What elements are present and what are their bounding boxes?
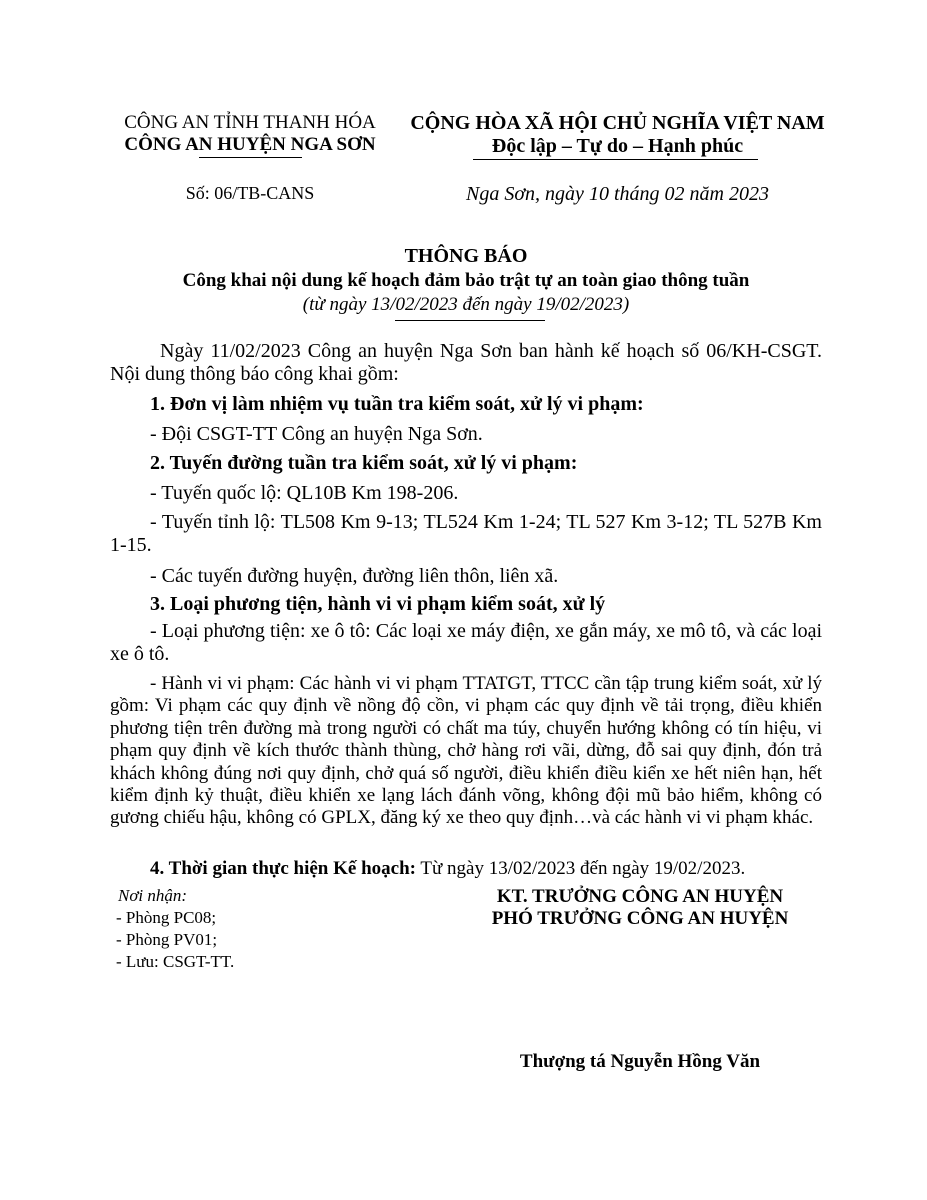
- section-1-item: - Đội CSGT-TT Công an huyện Nga Sơn.: [150, 423, 483, 445]
- agency-underline: [199, 157, 302, 158]
- recipient-item: - Phòng PV01;: [116, 930, 218, 949]
- section-1-heading: 1. Đơn vị làm nhiệm vụ tuần tra kiểm soát, xử lý vi phạm:: [150, 393, 644, 415]
- signer-name: Thượng tá Nguyễn Hồng Văn: [519, 1051, 761, 1072]
- nation-name: CỘNG HÒA XÃ HỘI CHỦ NGHĨA VIỆT NAM: [410, 112, 825, 134]
- section-2-item-provincial: - Tuyến tỉnh lộ: TL508 Km 9-13; TL524 Km 1-24; TL 527 Km 3-12; TL 527B Km 1-15.: [110, 511, 822, 556]
- section-2-item-local: - Các tuyến đường huyện, đường liên thôn, liên xã.: [150, 565, 559, 587]
- motto: Độc lập – Tự do – Hạnh phúc: [491, 135, 744, 157]
- section-3-vehicles: - Loại phương tiện: xe ô tô: Các loại xe máy điện, xe gắn máy, xe mô tô, và các loại xe ô tô.: [110, 620, 822, 665]
- title-underline: [395, 320, 545, 321]
- signature-title-1: KT. TRƯỞNG CÔNG AN HUYỆN: [496, 886, 784, 907]
- document-title: THÔNG BÁO: [404, 245, 528, 267]
- place-date: Nga Sơn, ngày 10 tháng 02 năm 2023: [466, 183, 769, 205]
- agency-parent: CÔNG AN TỈNH THANH HÓA: [124, 112, 376, 133]
- section-4: [150, 858, 745, 880]
- motto-underline: [473, 159, 758, 160]
- recipient-item: - Lưu: CSGT-TT.: [116, 952, 235, 971]
- agency-name: CÔNG AN HUYỆN NGA SƠN: [124, 134, 376, 155]
- section-2-heading: 2. Tuyến đường tuần tra kiểm soát, xử lý vi phạm:: [150, 452, 578, 474]
- section-3-violations: - Hành vi vi phạm: Các hành vi vi phạm TTATGT, TTCC cần tập trung kiểm soát, xử lý gồm: Vi phạm các quy định về nồng độ cồn, vi phạm các quy định về tải trọng, điều khiển phương tiện trên đường mà trong người có chất ma túy, chuyển hướng không có tín hiệu, vi phạm quy định về kích thước thành thùng, chở hàng rơi vãi, dừng, đỗ sai quy định, đón trả khách không đúng nơi quy định, chở quá số người, điều khiển điều kiển xe hết niên hạn, hết kiểm định kỷ thuật, điều khiển xe lạng lách đánh võng, không đội mũ bảo hiểm, không có gương chiếu hậu, không có GPLX, đăng ký xe theo quy định…và các hành vi vi phạm khác.: [110, 673, 822, 829]
- section-2-item-national: - Tuyến quốc lộ: QL10B Km 198-206.: [150, 482, 459, 504]
- document-number: Số: 06/TB-CANS: [185, 183, 315, 203]
- recipient-item: - Phòng PC08;: [116, 908, 217, 927]
- signature-title-2: PHÓ TRƯỞNG CÔNG AN HUYỆN: [491, 908, 789, 929]
- intro-paragraph: Ngày 11/02/2023 Công an huyện Nga Sơn ban hành kế hoạch số 06/KH-CSGT. Nội dung thông báo công khai gồm:: [110, 340, 822, 385]
- section-4-text: Từ ngày 13/02/2023 đến ngày 19/02/2023.: [415, 858, 746, 879]
- recipients-label: Nơi nhận:: [118, 886, 188, 905]
- section-4-heading: 4. Thời gian thực hiện Kế hoạch:: [150, 858, 416, 879]
- document-period: (từ ngày 13/02/2023 đến ngày 19/02/2023): [302, 294, 630, 315]
- section-3-heading: 3. Loại phương tiện, hành vi vi phạm kiểm soát, xử lý: [150, 593, 606, 615]
- document-subtitle: Công khai nội dung kế hoạch đảm bảo trật tự an toàn giao thông tuần: [182, 270, 750, 291]
